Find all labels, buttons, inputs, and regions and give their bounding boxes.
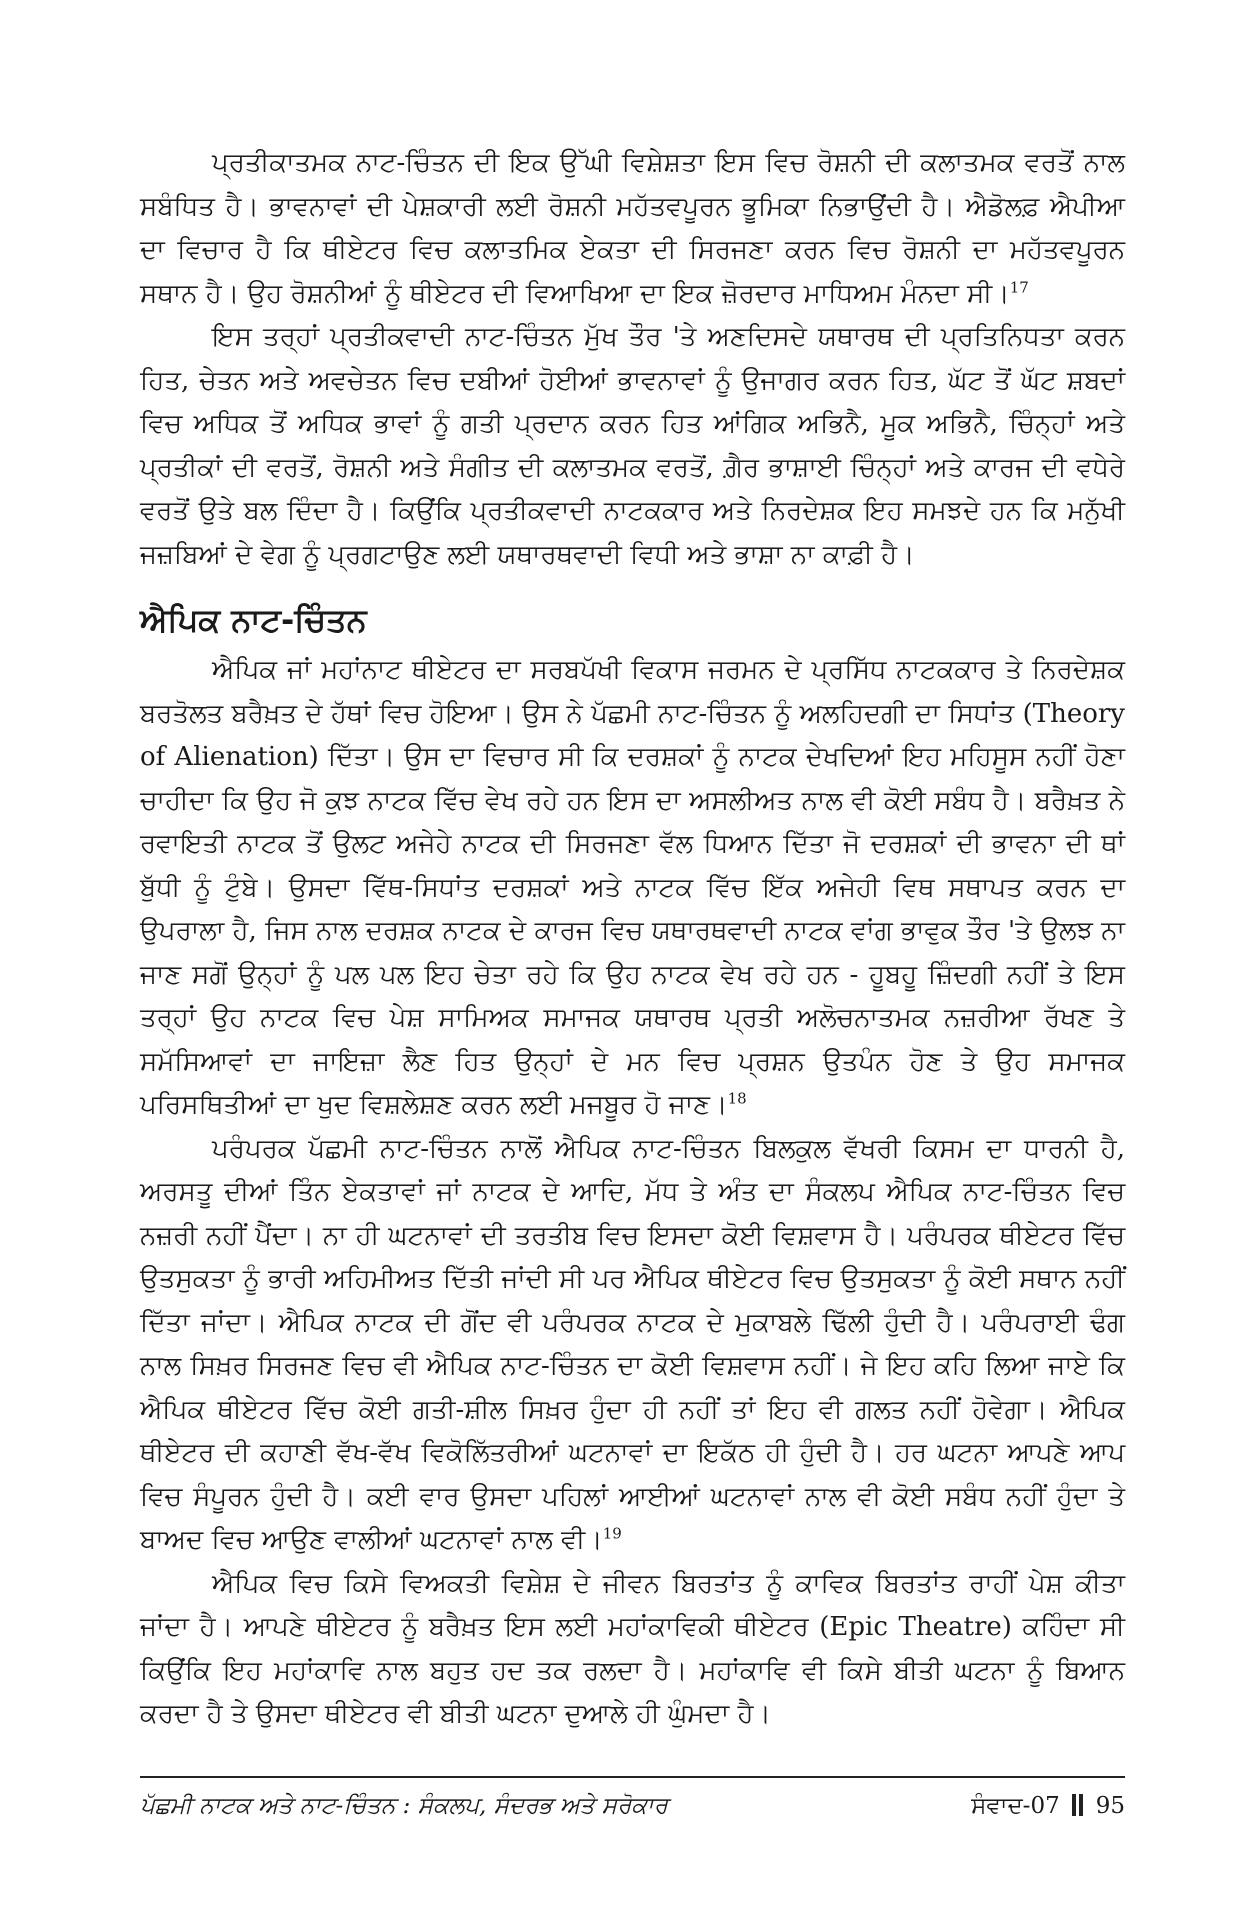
- footnote-ref-19[interactable]: 19: [602, 1524, 622, 1543]
- footnote-ref-17[interactable]: 17: [1009, 277, 1029, 296]
- footer-issue: ਸੰਵਾਦ-07: [971, 1793, 1060, 1819]
- footnote-ref-18[interactable]: 18: [727, 1089, 747, 1108]
- page-number: 95: [1095, 1793, 1125, 1819]
- paragraph-symbolist-lighting: ਪ੍ਰਤੀਕਾਤਮਕ ਨਾਟ-ਚਿੰਤਨ ਦੀ ਇਕ ਉੱਘੀ ਵਿਸ਼ੇਸ਼ਤਾ ਇਸ ਵਿਚ ਰੋਸ਼ਨੀ ਦੀ ਕਲਾਤਮਕ ਵਰਤੋਂ ਨਾਲ ਸਬੰਧਿਤ ਹੈ। ਭਾਵਨਾਵਾਂ ਦੀ ਪੇਸ਼ਕਾਰੀ ਲਈ ਰੋਸ਼ਨੀ ਮਹੱਤਵਪੂਰਨ ਭੂਮਿਕਾ ਨਿਭਾਉਂਦੀ ਹੈ। ਐਡੋਲਫ਼ ਐਪੀਆ ਦਾ ਵਿਚਾਰ ਹੈ ਕਿ ਥੀਏਟਰ ਵਿਚ ਕਲਾਤਮਿਕ ਏਕਤਾ ਦੀ ਸਿਰਜਣਾ ਕਰਨ ਵਿਚ ਰੋਸ਼ਨੀ ਦਾ ਮਹੱਤਵਪੂਰਨ ਸਥਾਨ ਹੈ। ਉਹ ਰੋਸ਼ਨੀਆਂ ਨੂੰ ਥੀਏਟਰ ਦੀ ਵਿਆਖਿਆ ਦਾ ਇਕ ਜ਼ੋਰਦਾਰ ਮਾਧਿਅਮ ਮੰਨਦਾ ਸੀ।$^{17}$: [140, 148, 1125, 309]
- double-bar-icon: [1070, 1794, 1086, 1816]
- paragraph-epic-narrative: ਐਪਿਕ ਵਿਚ ਕਿਸੇ ਵਿਅਕਤੀ ਵਿਸ਼ੇਸ਼ ਦੇ ਜੀਵਨ ਬਿਰਤਾਂਤ ਨੂੰ ਕਾਵਿਕ ਬਿਰਤਾਂਤ ਰਾਹੀਂ ਪੇਸ਼ ਕੀਤਾ ਜਾਂਦਾ ਹੈ। ਆਪਣੇ ਥੀਏਟਰ ਨੂੰ ਬਰੈਖ਼ਤ ਇਸ ਲਈ ਮਹਾਂਕਾਵਿਕੀ ਥੀਏਟਰ (Epic Theatre) ਕਹਿੰਦਾ ਸੀ ਕਿਉਂਕਿ ਇਹ ਮਹਾਂਕਾਵਿ ਨਾਲ ਬਹੁਤ ਹਦ ਤਕ ਰਲਦਾ ਹੈ। ਮਹਾਂਕਾਵਿ ਵੀ ਕਿਸੇ ਬੀਤੀ ਘਟਨਾ ਨੂੰ ਬਿਆਨ ਕਰਦਾ ਹੈ ਤੇ ਉਸਦਾ ਥੀਏਟਰ ਵੀ ਬੀਤੀ ਘਟਨਾ ਦੁਆਲੇ ਹੀ ਘੁੰਮਦਾ ਹੈ।: [140, 1568, 1125, 1729]
- page-footer: [140, 1786, 1125, 1826]
- paragraph-epic-structure: ਪਰੰਪਰਕ ਪੱਛਮੀ ਨਾਟ-ਚਿੰਤਨ ਨਾਲੋਂ ਐਪਿਕ ਨਾਟ-ਚਿੰਤਨ ਬਿਲਕੁਲ ਵੱਖਰੀ ਕਿਸਮ ਦਾ ਧਾਰਨੀ ਹੈ, ਅਰਸਤੂ ਦੀਆਂ ਤਿੰਨ ਏਕਤਾਵਾਂ ਜਾਂ ਨਾਟਕ ਦੇ ਆਦਿ, ਮੱਧ ਤੇ ਅੰਤ ਦਾ ਸੰਕਲਪ ਐਪਿਕ ਨਾਟ-ਚਿੰਤਨ ਵਿਚ ਨਜ਼ਰੀ ਨਹੀਂ ਪੈਂਦਾ। ਨਾ ਹੀ ਘਟਨਾਵਾਂ ਦੀ ਤਰਤੀਬ ਵਿਚ ਇਸਦਾ ਕੋਈ ਵਿਸ਼ਵਾਸ ਹੈ। ਪਰੰਪਰਕ ਥੀਏਟਰ ਵਿੱਚ ਉਤਸੁਕਤਾ ਨੂੰ ਭਾਰੀ ਅਹਿਮੀਅਤ ਦਿੱਤੀ ਜਾਂਦੀ ਸੀ ਪਰ ਐਪਿਕ ਥੀਏਟਰ ਵਿਚ ਉਤਸੁਕਤਾ ਨੂੰ ਕੋਈ ਸਥਾਨ ਨਹੀਂ ਦਿੱਤਾ ਜਾਂਦਾ। ਐਪਿਕ ਨਾਟਕ ਦੀ ਗੋਂਦ ਵੀ ਪਰੰਪਰਕ ਨਾਟਕ ਦੇ ਮੁਕਾਬਲੇ ਢਿੱਲੀ ਹੁੰਦੀ ਹੈ। ਪਰੰਪਰਾਈ ਢੰਗ ਨਾਲ ਸਿਖ਼ਰ ਸਿਰਜਣ ਵਿਚ ਵੀ ਐਪਿਕ ਨਾਟ-ਚਿੰਤਨ ਦਾ ਕੋਈ ਵਿਸ਼ਵਾਸ ਨਹੀਂ। ਜੇ ਇਹ ਕਹਿ ਲਿਆ ਜਾਏ ਕਿ ਐਪਿਕ ਥੀਏਟਰ ਵਿੱਚ ਕੋਈ ਗਤੀ-ਸ਼ੀਲ ਸਿਖ਼ਰ ਹੁੰਦਾ ਹੀ ਨਹੀਂ ਤਾਂ ਇਹ ਵੀ ਗਲਤ ਨਹੀਂ ਹੋਵੇਗਾ। ਐਪਿਕ ਥੀਏਟਰ ਦੀ ਕਹਾਣੀ ਵੱਖ-ਵੱਖ ਵਿਕੋਲਿੱਤਰੀਆਂ ਘਟਨਾਵਾਂ ਦਾ ਇਕੱਠ ਹੀ ਹੁੰਦੀ ਹੈ। ਹਰ ਘਟਨਾ ਆਪਣੇ ਆਪ ਵਿਚ ਸੰਪੂਰਨ ਹੁੰਦੀ ਹੈ। ਕਈ ਵਾਰ ਉਸਦਾ ਪਹਿਲਾਂ ਆਈਆਂ ਘਟਨਾਵਾਂ ਨਾਲ ਵੀ ਕੋਈ ਸਬੰਧ ਨਹੀਂ ਹੁੰਦਾ ਤੇ ਬਾਅਦ ਵਿਚ ਆਉਣ ਵਾਲੀਆਂ ਘਟਨਾਵਾਂ ਨਾਲ ਵੀ।$^{19}$: [140, 1133, 1125, 1555]
- footer-book-title: ਪੱਛਮੀ ਨਾਟਕ ਅਤੇ ਨਾਟ-ਚਿੰਤਨ : ਸੰਕਲਪ, ਸੰਦਰਭ ਅਤੇ ਸਰੋਕਾਰ: [140, 1793, 668, 1819]
- paragraph-brecht-alienation: ਐਪਿਕ ਜਾਂ ਮਹਾਂਨਾਟ ਥੀਏਟਰ ਦਾ ਸਰਬਪੱਖੀ ਵਿਕਾਸ ਜਰਮਨ ਦੇ ਪ੍ਰਸਿੱਧ ਨਾਟਕਕਾਰ ਤੇ ਨਿਰਦੇਸ਼ਕ ਬਰਤੋਲਤ ਬਰੈਖ਼ਤ ਦੇ ਹੱਥਾਂ ਵਿਚ ਹੋਇਆ। ਉਸ ਨੇ ਪੱਛਮੀ ਨਾਟ-ਚਿੰਤਨ ਨੂੰ ਅਲਹਿਦਗੀ ਦਾ ਸਿਧਾਂਤ (Theory of Alienation) ਦਿੱਤਾ। ਉਸ ਦਾ ਵਿਚਾਰ ਸੀ ਕਿ ਦਰਸ਼ਕਾਂ ਨੂੰ ਨਾਟਕ ਦੇਖਦਿਆਂ ਇਹ ਮਹਿਸੂਸ ਨਹੀਂ ਹੋਣਾ ਚਾਹੀਦਾ ਕਿ ਉਹ ਜੋ ਕੁਝ ਨਾਟਕ ਵਿੱਚ ਵੇਖ ਰਹੇ ਹਨ ਇਸ ਦਾ ਅਸਲੀਅਤ ਨਾਲ ਵੀ ਕੋਈ ਸਬੰਧ ਹੈ। ਬਰੈਖ਼ਤ ਨੇ ਰਵਾਇਤੀ ਨਾਟਕ ਤੋਂ ਉਲਟ ਅਜੇਹੇ ਨਾਟਕ ਦੀ ਸਿਰਜਣਾ ਵੱਲ ਧਿਆਨ ਦਿੱਤਾ ਜੋ ਦਰਸ਼ਕਾਂ ਦੀ ਭਾਵਨਾ ਦੀ ਥਾਂ ਬੁੱਧੀ ਨੂੰ ਟੁੰਬੇ। ਉਸਦਾ ਵਿੱਥ-ਸਿਧਾਂਤ ਦਰਸ਼ਕਾਂ ਅਤੇ ਨਾਟਕ ਵਿੱਚ ਇੱਕ ਅਜੇਹੀ ਵਿਥ ਸਥਾਪਤ ਕਰਨ ਦਾ ਉਪਰਾਲਾ ਹੈ, ਜਿਸ ਨਾਲ ਦਰਸ਼ਕ ਨਾਟਕ ਦੇ ਕਾਰਜ ਵਿਚ ਯਥਾਰਥਵਾਦੀ ਨਾਟਕ ਵਾਂਗ ਭਾਵੁਕ ਤੌਰ 'ਤੇ ਉਲਝ ਨਾ ਜਾਣ ਸਗੋਂ ਉਨ੍ਹਾਂ ਨੂੰ ਪਲ ਪਲ ਇਹ ਚੇਤਾ ਰਹੇ ਕਿ ਉਹ ਨਾਟਕ ਵੇਖ ਰਹੇ ਹਨ - ਹੂਬਹੂ ਜ਼ਿੰਦਗੀ ਨਹੀਂ ਤੇ ਇਸ ਤਰ੍ਹਾਂ ਉਹ ਨਾਟਕ ਵਿਚ ਪੇਸ਼ ਸਾਮਿਅਕ ਸਮਾਜਕ ਯਥਾਰਥ ਪ੍ਰਤੀ ਅਲੋਚਨਾਤਮਕ ਨਜ਼ਰੀਆ ਰੱਖਣ ਤੇ ਸਮੱਸਿਆਵਾਂ ਦਾ ਜਾਇਜ਼ਾ ਲੈਣ ਹਿਤ ਉਨ੍ਹਾਂ ਦੇ ਮਨ ਵਿਚ ਪ੍ਰਸ਼ਨ ਉਤਪੰਨ ਹੋਣ ਤੇ ਉਹ ਸਮਾਜਕ ਪਰਿਸਥਿਤੀਆਂ ਦਾ ਖੁਦ ਵਿਸ਼ਲੇਸ਼ਣ ਕਰਨ ਲਈ ਮਜਬੂਰ ਹੋ ਜਾਣ।$^{18}$: [140, 655, 1125, 1120]
- footer-divider: [140, 1776, 1125, 1778]
- paragraph-symbolist-summary: ਇਸ ਤਰ੍ਹਾਂ ਪ੍ਰਤੀਕਵਾਦੀ ਨਾਟ-ਚਿੰਤਨ ਮੁੱਖ ਤੌਰ 'ਤੇ ਅਣਦਿਸਦੇ ਯਥਾਰਥ ਦੀ ਪ੍ਰਤਿਨਿਧਤਾ ਕਰਨ ਹਿਤ, ਚੇਤਨ ਅਤੇ ਅਵਚੇਤਨ ਵਿਚ ਦਬੀਆਂ ਹੋਈਆਂ ਭਾਵਨਾਵਾਂ ਨੂੰ ਉਜਾਗਰ ਕਰਨ ਹਿਤ, ਘੱਟ ਤੋਂ ਘੱਟ ਸ਼ਬਦਾਂ ਵਿਚ ਅਧਿਕ ਤੋਂ ਅਧਿਕ ਭਾਵਾਂ ਨੂੰ ਗਤੀ ਪ੍ਰਦਾਨ ਕਰਨ ਹਿਤ ਆਂਗਿਕ ਅਭਿਨੈ, ਮੂਕ ਅਭਿਨੈ, ਚਿੰਨ੍ਹਾਂ ਅਤੇ ਪ੍ਰਤੀਕਾਂ ਦੀ ਵਰਤੋਂ, ਰੋਸ਼ਨੀ ਅਤੇ ਸੰਗੀਤ ਦੀ ਕਲਾਤਮਕ ਵਰਤੋਂ, ਗ਼ੈਰ ਭਾਸ਼ਾਈ ਚਿੰਨ੍ਹਾਂ ਅਤੇ ਕਾਰਜ ਦੀ ਵਧੇਰੇ ਵਰਤੋਂ ਉਤੇ ਬਲ ਦਿੰਦਾ ਹੈ। ਕਿਉਂਕਿ ਪ੍ਰਤੀਕਵਾਦੀ ਨਾਟਕਕਾਰ ਅਤੇ ਨਿਰਦੇਸ਼ਕ ਇਹ ਸਮਝਦੇ ਹਨ ਕਿ ਮਨੁੱਖੀ ਜਜ਼ਬਿਆਂ ਦੇ ਵੇਗ ਨੂੰ ਪ੍ਰਗਟਾਉਣ ਲਈ ਯਥਾਰਥਵਾਦੀ ਵਿਧੀ ਅਤੇ ਭਾਸ਼ਾ ਨਾ ਕਾਫ਼ੀ ਹੈ।: [140, 322, 1125, 570]
- footer-issue-page: [971, 1786, 1125, 1826]
- body-text: [140, 142, 1125, 1737]
- section-heading-epic: ਐਪਿਕ ਨਾਟ-ਚਿੰਤਨ: [140, 601, 367, 639]
